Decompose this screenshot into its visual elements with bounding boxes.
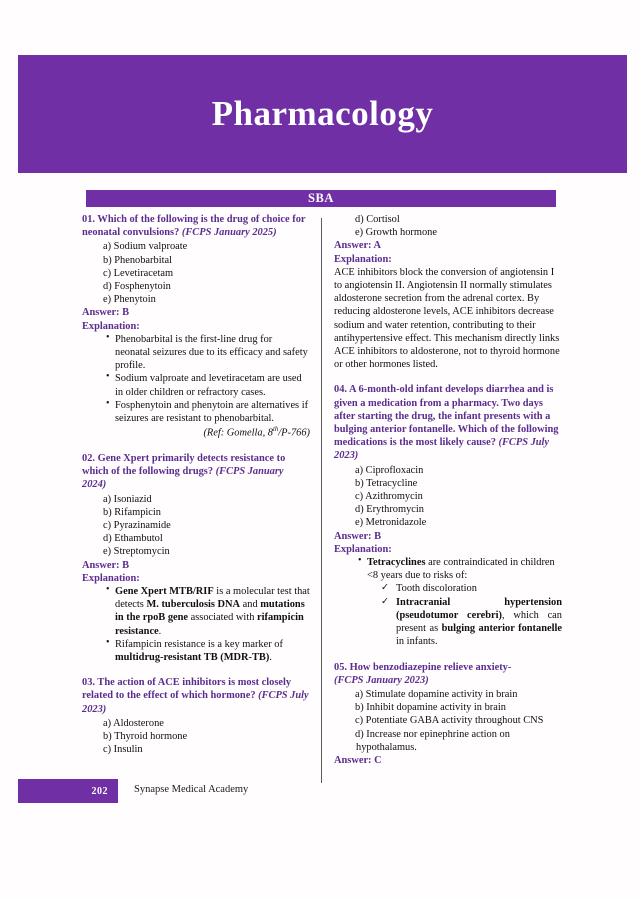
left-column — [82, 213, 310, 756]
explanation-label-02: Explanation: — [82, 572, 140, 584]
question-stem-03 — [82, 676, 310, 716]
answer-label-04: Answer: B — [334, 530, 382, 542]
chapter-header-banner — [18, 55, 627, 173]
option-item: c) Azithromycin — [355, 491, 423, 503]
block-spacer — [334, 371, 562, 383]
question-source-02: (FCPS January 2024) — [82, 466, 284, 491]
page-title: Pharmacology — [211, 94, 434, 133]
right-column — [334, 213, 562, 767]
block-spacer — [334, 649, 562, 661]
footer-page-badge — [18, 779, 118, 803]
question-number-03: 03. — [82, 677, 95, 689]
bullet-item: • Fosphenytoin and phenytoin are alternatives if seizures are resistant to phenobarbital. — [106, 399, 310, 425]
option-item: c) Levetiracetam — [103, 267, 174, 279]
option-item: a) Stimulate dopamine activity in brain — [355, 688, 518, 700]
footer-publisher: Synapse Medical Academy — [134, 784, 249, 795]
option-item: a) Isoniazid — [103, 493, 152, 505]
answer-label-02: Answer: B — [82, 559, 130, 571]
question-number-02: 02. — [82, 452, 95, 464]
option-item: e) Phenytoin — [103, 294, 156, 306]
question-source-01: (FCPS January 2025) — [181, 227, 277, 239]
explanation-label-03: Explanation: — [334, 253, 392, 265]
question-text-03: The action of ACE inhibitors is most closely related to the effect of which hormone? — [82, 677, 292, 702]
question-source-03: (FCPS July 2023) — [82, 690, 309, 715]
options-list-01 — [82, 240, 310, 306]
option-item: e) Growth hormone — [355, 227, 437, 239]
question-block-02 — [82, 452, 310, 664]
option-item: a) Sodium valproate — [103, 241, 188, 253]
options-list-03-part2 — [334, 213, 562, 239]
block-spacer — [82, 440, 310, 452]
option-item: a) Ciprofloxacin — [355, 464, 424, 476]
option-item: c) Pyrazinamide — [103, 519, 171, 531]
options-list-04 — [334, 464, 562, 530]
question-block-01 — [82, 213, 310, 440]
section-bar-sba — [86, 190, 556, 207]
question-block-03-continued — [334, 213, 562, 371]
option-item: d) Cortisol — [355, 214, 400, 225]
check-item: ✓ Intracranial hypertension (pseudotumor cerebri), which can present as bulging anterior fontanelle in infants. — [381, 596, 562, 649]
question-number-05: 05. — [334, 661, 347, 673]
bullet-item: • Phenobarbital is the first-line drug for neonatal seizures due to its efficacy and safety profile. — [106, 333, 310, 373]
bullet-item: • Sodium valproate and levetiracetam are used in older children or refractory cases. — [106, 372, 310, 398]
option-item: b) Inhibit dopamine activity in brain — [355, 702, 506, 714]
option-item: a) Aldosterone — [103, 717, 164, 729]
question-block-03 — [82, 676, 310, 756]
options-list-03-part1 — [82, 717, 310, 757]
question-stem-02 — [82, 452, 310, 492]
bullet-item: • Rifampicin resistance is a key marker of multidrug-resistant TB (MDR-TB). — [106, 638, 310, 664]
options-list-05 — [334, 688, 562, 754]
bullet-item: • Gene Xpert MTB/RIF is a molecular test that detects M. tuberculosis DNA and mutations in the rpoB gene associated with rifampicin resistance. — [106, 585, 310, 638]
option-item: d) Fosphenytoin — [103, 281, 171, 293]
option-item: b) Thyroid hormone — [103, 730, 188, 742]
question-number-01: 01. — [82, 214, 95, 225]
option-item: e) Streptomycin — [103, 546, 170, 558]
option-item: b) Rifampicin — [103, 506, 162, 518]
answer-label-01: Answer: B — [82, 307, 130, 319]
explanation-text-03: ACE inhibitors block the conversion of angiotensin I to angiotensin II. Angiotensin II normally stimulates aldosterone secretion from the adrenal cortex. By reducing aldosterone levels, ACE inhibitors decrease sodium and water retention, contributing to their antihypertensive effect. This mechanism directly links ACE inhibitors to aldosterone, not to thyroid hormone or other hormones listed. — [334, 266, 560, 371]
page-number: 202 — [91, 785, 108, 797]
option-item: d) Increase nor epinephrine action on hypothalamus. — [355, 728, 510, 753]
block-spacer — [82, 664, 310, 676]
options-list-02 — [82, 493, 310, 559]
option-item: b) Tetracycline — [355, 477, 418, 489]
two-column-body — [82, 213, 562, 773]
question-number-04: 04. — [334, 384, 347, 396]
option-item: b) Phenobarbital — [103, 254, 172, 266]
option-item: d) Erythromycin — [355, 504, 424, 516]
answer-label-05: Answer: C — [334, 754, 382, 766]
question-source-04: (FCPS July 2023) — [334, 437, 550, 462]
bullet-item: • Tetracyclines are contraindicated in children <8 years due to risks of: ✓ Tooth discoloration ✓ Intracranial hypertension (pseudotumor cerebri), which can present as bulging anterior fontanelle in infants. — [358, 556, 562, 648]
option-item: c) Insulin — [103, 744, 143, 756]
explanation-bullets-01 — [82, 333, 310, 425]
question-source-05: (FCPS January 2023) — [334, 674, 429, 686]
explanation-label-01: Explanation: — [82, 320, 140, 332]
option-item: d) Ethambutol — [103, 533, 163, 545]
option-item: e) Metronidazole — [355, 517, 427, 529]
column-divider — [321, 218, 322, 783]
explanation-label-04: Explanation: — [334, 543, 392, 555]
question-text-04: A 6-month-old infant develops diarrhea and is given a medication from a pharmacy. Two days after starting the drug, the infant presents with a bulging anterior fontanelle. Which of the following medications is the most likely cause? — [334, 384, 559, 449]
section-bar-label: SBA — [307, 191, 335, 205]
explanation-bullets-04 — [334, 556, 562, 648]
question-stem-05 — [334, 661, 562, 687]
question-stem-01 — [82, 213, 310, 239]
check-sublist-04 — [367, 582, 562, 648]
answer-label-03: Answer: A — [334, 240, 382, 252]
reference-01: (Ref: Gomella, 8th/P-766) — [203, 426, 310, 439]
explanation-bullets-02 — [82, 585, 310, 664]
question-text-05: How benzodiazepine relieve anxiety- — [349, 661, 512, 673]
check-item: ✓ Tooth discoloration — [381, 582, 562, 595]
question-text-01: Which of the following is the drug of choice for neonatal convulsions? — [82, 214, 306, 239]
question-block-05 — [334, 661, 562, 768]
question-block-04 — [334, 383, 562, 648]
question-stem-04 — [334, 383, 562, 462]
option-item: c) Potentiate GABA activity throughout CNS — [355, 715, 544, 727]
question-text-02: Gene Xpert primarily detects resistance to which of the following drugs? — [82, 452, 286, 478]
